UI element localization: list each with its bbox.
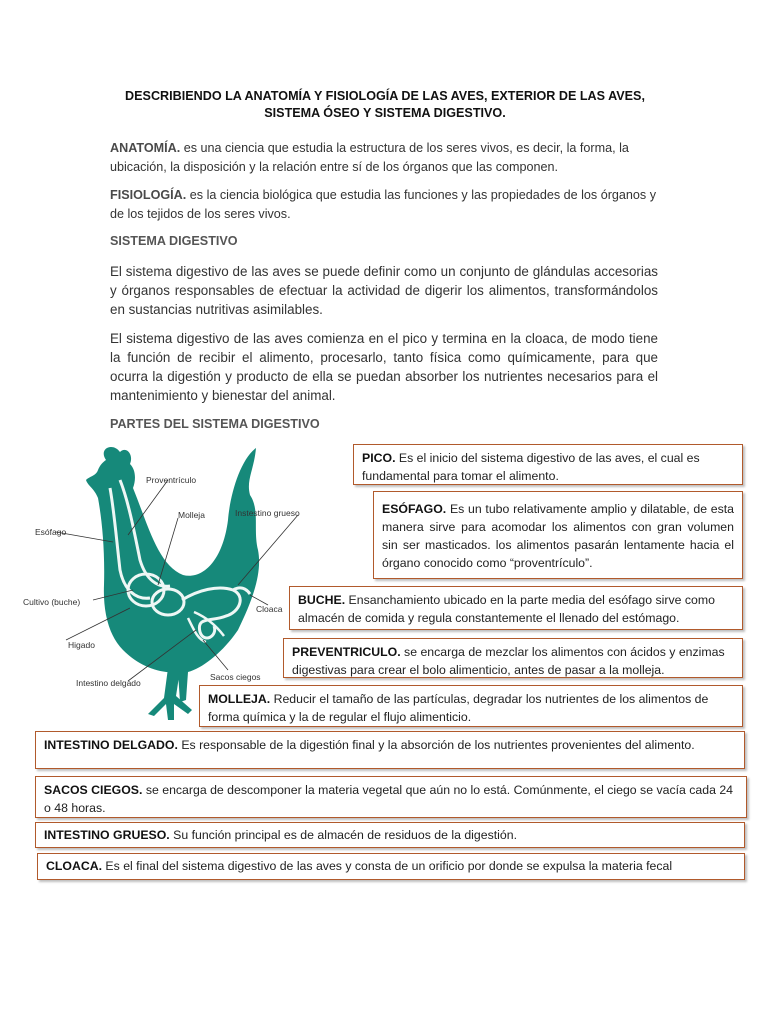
partes-heading: PARTES DEL SISTEMA DIGESTIVO [110, 417, 320, 431]
title-line-1: DESCRIBIENDO LA ANATOMÍA Y FISIOLOGÍA DE LAS AVES, EXTERIOR DE LAS AVES, [125, 89, 645, 103]
box-buche [289, 586, 743, 630]
label-sacos-ciegos: Sacos ciegos [210, 672, 261, 682]
box-intestino-delgado-term: INTESTINO DELGADO. [44, 738, 178, 752]
box-preventriculo-term: PREVENTRICULO. [292, 645, 401, 659]
box-preventriculo [283, 638, 743, 678]
box-cloaca [37, 853, 745, 880]
fisiologia-text: es la ciencia biológica que estudia las funciones y las propiedades de los órganos y de los tejidos de los seres vivos. [110, 188, 657, 221]
box-preventriculo-text: se encarga de mezclar los alimentos con ácidos y enzimas digestivas para crear el bolo alimenticio, antes de pasar a la molleja. [292, 645, 725, 677]
box-esofago [373, 491, 743, 579]
sistema-paragraph-2: El sistema digestivo de las aves comienza en el pico y termina en la cloaca, de modo tiene la función de recibir el alimento, procesarlo, tanto física como químicamente, para que ocurra la digestión y producto de ella se puedan absorber los nutrientes necesarios para el mantenimiento y bienestar del animal. [110, 331, 658, 403]
anatomia-text: es una ciencia que estudia la estructura de los seres vivos, es decir, la forma, la ubicación, la disposición y la relación entre sí de los órganos que las componen. [110, 141, 629, 174]
label-higado: Higado [68, 640, 95, 650]
label-molleja: Molleja [178, 510, 205, 520]
box-intestino-delgado [35, 731, 745, 769]
box-pico-term: PICO. [362, 451, 396, 465]
anatomia-term: ANATOMÍA. [110, 141, 181, 155]
box-intestino-delgado-text: Es responsable de la digestión final y la absorción de los nutrientes provenientes del alimento. [177, 738, 695, 752]
box-molleja [199, 685, 743, 727]
box-esofago-text: Es un tubo relativamente amplio y dilatable, de esta manera sirve para acomodar los alimentos con gran volumen sin ser masticados. los alimentos pasarán lentamente hacia el órgano conocido como “proventrículo”. [382, 502, 734, 570]
box-molleja-text: Reducir el tamaño de las partículas, degradar los nutrientes de los alimentos de forma química y la de regular el flujo alimenticio. [208, 692, 709, 724]
anatomia-paragraph [110, 139, 658, 177]
chicken-silhouette [86, 447, 259, 702]
box-intestino-grueso [35, 822, 745, 848]
box-buche-term: BUCHE. [298, 593, 346, 607]
label-intestino-delgado: Intestino delgado [76, 678, 141, 688]
box-sacos-ciegos [35, 776, 747, 818]
label-esofago: Esófago [35, 527, 67, 537]
box-intestino-grueso-text: Su función principal es de almacén de residuos de la digestión. [169, 828, 517, 842]
label-cultivo: Cultivo (buche) [23, 597, 81, 607]
box-cloaca-text: Es el final del sistema digestivo de las aves y consta de un orificio por donde se expulsa la materia fecal [102, 859, 673, 873]
box-cloaca-term: CLOACA. [46, 859, 103, 873]
box-sacos-ciegos-text: se encarga de descomponer la materia vegetal que aún no lo está. Comúnmente, el ciego se vacía cada 24 o 48 horas. [44, 783, 734, 815]
box-esofago-term: ESÓFAGO. [382, 502, 447, 516]
box-intestino-grueso-term: INTESTINO GRUESO. [44, 828, 170, 842]
label-intestino-grueso: Instestino grueso [235, 508, 300, 518]
fisiologia-term: FISIOLOGÍA. [110, 188, 187, 202]
label-cloaca: Cloaca [256, 604, 283, 614]
box-buche-text: Ensanchamiento ubicado en la parte media del esófago sirve como almacén de comida y regula constantemente el llenado del estómago. [298, 593, 715, 625]
document-title [100, 88, 670, 122]
sistema-paragraph-1: El sistema digestivo de las aves se puede definir como un conjunto de glándulas accesorias y órganos responsables de efectuar la actividad de digerir los alimentos, transformándolos en sustancias nutritivas asimilables. [110, 264, 658, 317]
box-sacos-ciegos-term: SACOS CIEGOS. [44, 783, 143, 797]
box-pico-text: Es el inicio del sistema digestivo de las aves, el cual es fundamental para tomar el alimento. [362, 451, 700, 483]
box-molleja-term: MOLLEJA. [208, 692, 271, 706]
label-proventriculo: Proventrículo [146, 475, 197, 485]
chicken-digestive-diagram [18, 440, 300, 725]
box-pico [353, 444, 743, 485]
sistema-digestivo-heading: SISTEMA DIGESTIVO [110, 234, 238, 248]
title-line-2: SISTEMA ÓSEO Y SISTEMA DIGESTIVO. [264, 106, 506, 120]
fisiologia-paragraph [110, 186, 658, 224]
